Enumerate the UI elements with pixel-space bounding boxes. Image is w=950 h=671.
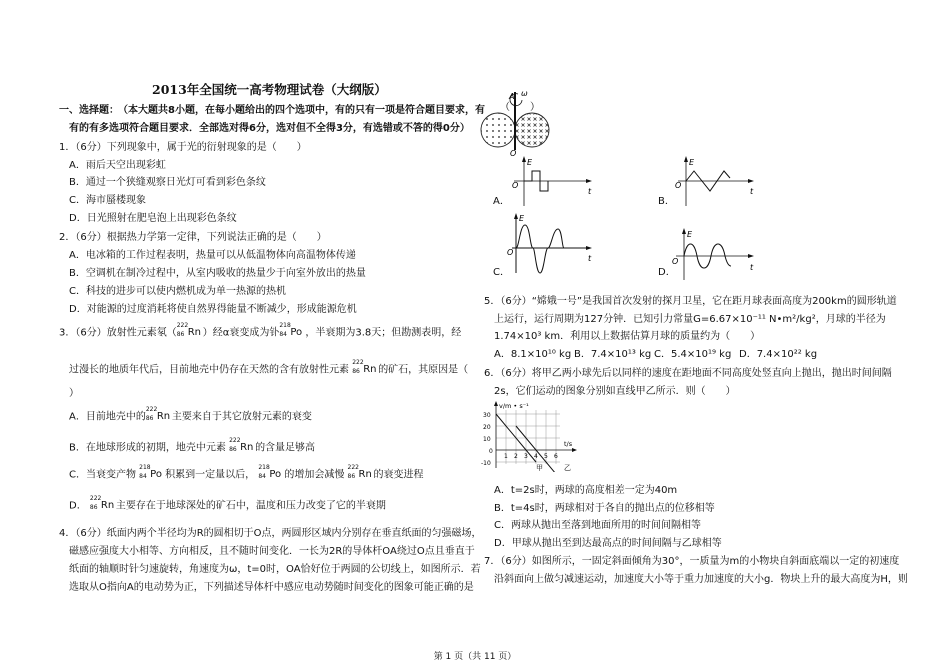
q2-option-c: C．科技的进步可以使内燃机成为单一热源的热机 bbox=[69, 286, 286, 297]
right-field-region bbox=[515, 113, 549, 147]
svg-text:O: O bbox=[675, 181, 682, 190]
q2-option-b: B．空调机在制冷过程中，从室内吸收的热量少于向室外放出的热量 bbox=[69, 268, 366, 279]
svg-text:E: E bbox=[687, 230, 693, 239]
isotope-rn: 222 86 Rn bbox=[176, 322, 202, 338]
q5-option-c: C．5.4×10¹⁹ kg bbox=[654, 349, 732, 360]
q6-stem-line1: 6．（6分）将甲乙两小球先后以同样的速度在距地面不同高度处竖直向上抛出，抛出时间间隔 bbox=[484, 368, 892, 379]
svg-text:t: t bbox=[588, 187, 592, 196]
graph-option-b bbox=[672, 154, 762, 210]
q4-stem-line1: 4．（6分）纸面内两个半径均为R的圆相切于O点，两圆形区域内分别存在垂直纸面的匀强磁场， bbox=[59, 528, 482, 539]
q6-option-c: C．两球从抛出至落到地面所用的时间间隔相等 bbox=[494, 520, 701, 531]
svg-text:20: 20 bbox=[483, 424, 491, 431]
svg-text:t: t bbox=[750, 187, 754, 196]
paper-title: 2013年全国统一高考物理试卷（大纲版） bbox=[152, 82, 387, 97]
isotope-po: 218 84 Po bbox=[279, 322, 303, 338]
q2-stem: 2．（6分）根据热力学第一定律，下列说法正确的是（ ） bbox=[59, 232, 327, 243]
left-field-region bbox=[481, 113, 515, 147]
section-instruction-line1: （本大题共8小题，在每小题给出的四个选项中，有的只有一项是符合题目要求，有 bbox=[118, 105, 485, 116]
svg-text:5: 5 bbox=[544, 453, 548, 460]
q5-stem-line2: 上运行，运行周期为127分钟．已知引力常量G=6.67×10⁻¹¹ N•m²/kg²，月球的半径为 bbox=[494, 314, 886, 325]
svg-text:O: O bbox=[507, 248, 514, 257]
svg-text:v/m • s⁻¹: v/m • s⁻¹ bbox=[499, 402, 529, 410]
q5-option-a: A．8.1×10¹⁰ kg bbox=[494, 349, 572, 360]
q5-stem-line1: 5．（6分）“嫦娥一号”是我国首次发射的探月卫星，它在距月球表面高度为200km的圆形轨道 bbox=[484, 296, 897, 307]
q1-option-c: C．海市蜃楼现象 bbox=[69, 195, 146, 206]
q6-option-b: B．t=4s时，两球相对于各自的抛出点的位移相等 bbox=[494, 503, 715, 514]
svg-text:2: 2 bbox=[514, 453, 518, 460]
q7-stem-line2: 沿斜面向上做匀减速运动，加速度大小等于重力加速度的大小g．物块上升的最大高度为H，则 bbox=[494, 574, 908, 585]
svg-text:6: 6 bbox=[554, 453, 558, 460]
q6-vt-graph bbox=[480, 400, 590, 472]
svg-text:10: 10 bbox=[483, 436, 491, 443]
isotope-po: 218 84 Po bbox=[139, 464, 162, 480]
svg-text:t: t bbox=[588, 254, 592, 263]
svg-text:O: O bbox=[672, 257, 679, 266]
svg-text:E: E bbox=[527, 158, 533, 167]
svg-text:0: 0 bbox=[489, 448, 493, 455]
q4-answer-paren: （ ） bbox=[500, 102, 540, 113]
graph-option-d bbox=[670, 226, 762, 282]
q5-option-b: B．7.4×10¹³ kg bbox=[574, 349, 652, 360]
q2-option-d: D．对能源的过度消耗将使自然界得能量不断减少，形成能源危机 bbox=[69, 304, 357, 315]
q3-stem-line1: 3．（6分）放射性元素氡（ 222 86 Rn ）经α衰变成为钋 218 84 Po ，半衰期为3.8天；但勘测表明，经 bbox=[59, 322, 462, 339]
svg-text:4: 4 bbox=[534, 453, 538, 460]
svg-text:O: O bbox=[510, 149, 517, 158]
q4-stem-line3: 纸面的轴顺时针匀速旋转，角速度为ω，t=0时，OA恰好位于两圆的公切线上，如图所示．若 bbox=[69, 564, 481, 575]
q3-option-b: B．在地球形成的初期，地壳中元素 222 86 Rn 的含量足够高 bbox=[69, 437, 316, 454]
q3-option-a: A．目前地壳中的 222 86 Rn 主要来自于其它放射元素的衰变 bbox=[69, 406, 312, 423]
svg-text:t: t bbox=[750, 263, 754, 272]
q1-option-d: D．日光照射在肥皂泡上出现彩色条纹 bbox=[69, 213, 237, 224]
svg-text:30: 30 bbox=[483, 412, 491, 419]
q5-stem-line3: 1.74×10³ km．利用以上数据估算月球的质量约为（ ） bbox=[494, 331, 761, 342]
q6-stem-line2: 2s，它们运动的图象分别如直线甲乙所示．则（ ） bbox=[494, 386, 736, 397]
q2-option-a: A．电冰箱的工作过程表明，热量可以从低温物体向高温物体传递 bbox=[69, 250, 356, 261]
svg-text:A: A bbox=[509, 92, 515, 101]
graph-label-a: A． bbox=[493, 196, 510, 207]
graph-option-a bbox=[508, 154, 598, 210]
page-footer: 第 1 页（共 11 页） bbox=[433, 652, 517, 662]
graph-option-c bbox=[506, 211, 598, 275]
svg-text:ω: ω bbox=[521, 89, 528, 98]
q1-option-b: B．通过一个狭缝观察日光灯可看到彩色条纹 bbox=[69, 177, 266, 188]
q3-stem-line3: ） bbox=[69, 388, 79, 399]
q6-option-a: A．t=2s时，两球的高度相差一定为40m bbox=[494, 485, 678, 496]
q3-option-d: D． 222 86 Rn 主要存在于地球深处的矿石中，温度和压力改变了它的半衰期 bbox=[69, 495, 386, 512]
isotope-po: 218 84 Po bbox=[258, 464, 282, 480]
q3-option-c: C．当衰变产物 218 84 Po 积累到一定量以后， 218 84 Po 的增加会减慢 222 86 Rn 的衰变进程 bbox=[69, 464, 424, 481]
svg-text:t/s: t/s bbox=[564, 440, 573, 448]
q4-circles-figure bbox=[478, 86, 578, 160]
isotope-rn: 222 86 Rn bbox=[352, 359, 377, 375]
svg-text:E: E bbox=[689, 158, 695, 167]
q1-option-a: A．雨后天空出现彩虹 bbox=[69, 160, 166, 171]
svg-text:-10: -10 bbox=[481, 460, 491, 467]
svg-text:E: E bbox=[519, 214, 525, 223]
q3-stem-line2: 过漫长的地质年代后，目前地壳中仍存在天然的含有放射性元素 222 86 Rn 的矿石，其原因是（ bbox=[69, 359, 469, 376]
graph-label-b: B． bbox=[658, 196, 675, 207]
isotope-rn: 222 86 Rn bbox=[89, 495, 115, 511]
q7-stem-line1: 7．（6分）如图所示，一固定斜面倾角为30°，一质量为m的小物块自斜面底端以一定的初速度 bbox=[484, 556, 900, 567]
graph-label-c: C． bbox=[493, 267, 510, 278]
q5-option-d: D．7.4×10²² kg bbox=[739, 349, 818, 360]
svg-text:1: 1 bbox=[504, 453, 508, 460]
svg-text:O: O bbox=[512, 181, 519, 190]
q4-stem-line4: 选取从O指向A的电动势为正，下列描述导体杆中感应电动势随时间变化的图象可能正确的是 bbox=[69, 582, 474, 593]
isotope-rn: 222 86 Rn bbox=[145, 406, 171, 422]
section-heading: 一、选择题： bbox=[59, 105, 119, 116]
graph-label-d: D． bbox=[658, 267, 676, 278]
q1-stem: 1．（6分）下列现象中，属于光的衍射现象的是（ ） bbox=[59, 142, 307, 153]
svg-text:甲: 甲 bbox=[536, 464, 543, 472]
section-instruction-line2: 有的有多选项符合题目要求．全部选对得6分，选对但不全得3分，有选错或不答的得0分） bbox=[69, 123, 470, 134]
q6-option-d: D．甲球从抛出至到达最高点的时间间隔与乙球相等 bbox=[494, 538, 722, 549]
svg-text:乙: 乙 bbox=[564, 464, 571, 472]
isotope-rn: 222 86 Rn bbox=[347, 464, 372, 480]
svg-text:3: 3 bbox=[524, 453, 528, 460]
isotope-rn: 222 86 Rn bbox=[229, 437, 254, 453]
q4-stem-line2: 磁感应强度大小相等、方向相反，且不随时间变化．一长为2R的导体杆OA绕过O点且垂直于 bbox=[69, 546, 475, 557]
